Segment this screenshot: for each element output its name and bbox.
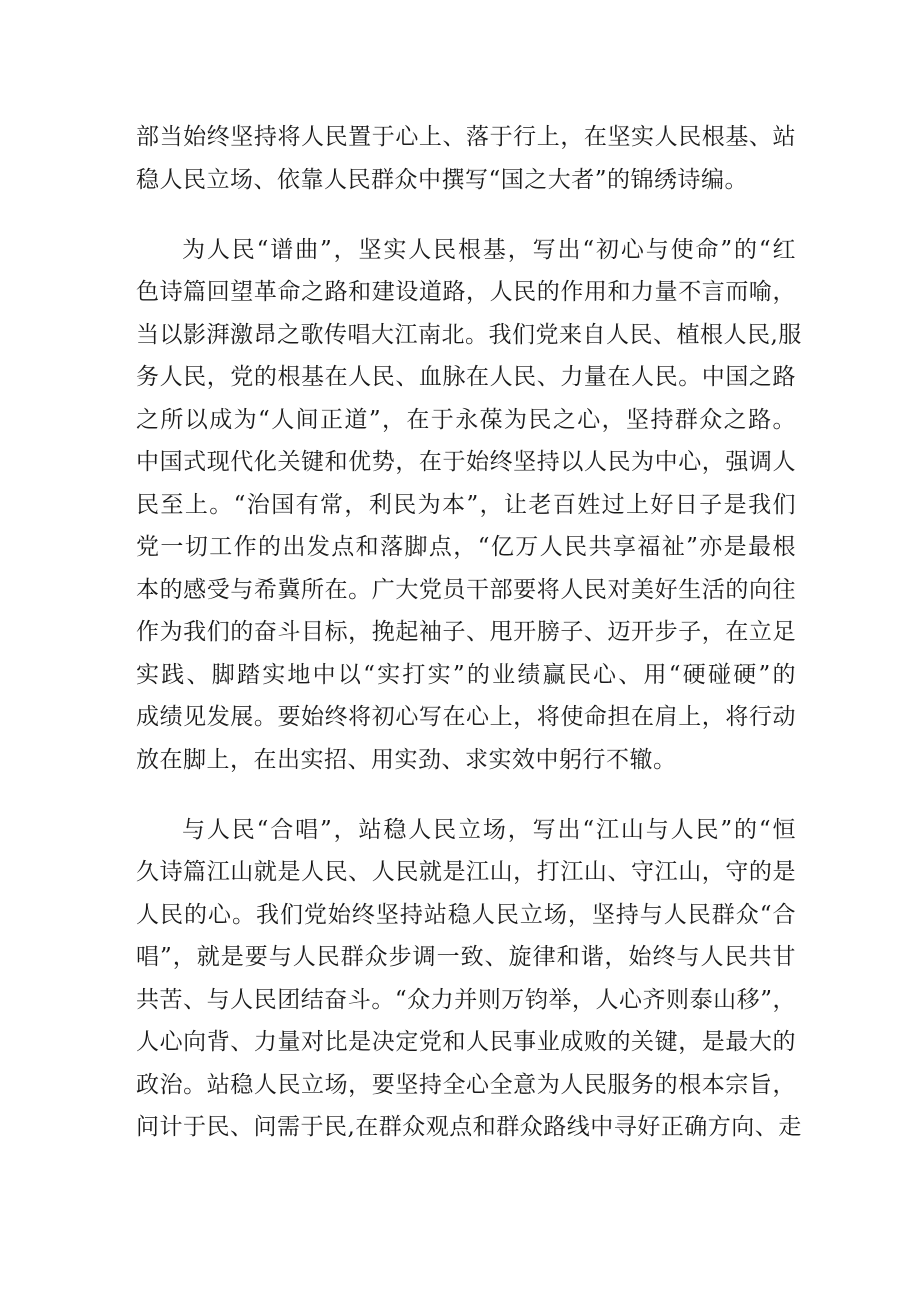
text-line: 放在脚上，在出实招、用实劲、求实效中躬行不辙。 bbox=[136, 747, 677, 773]
text-line: 问计于民、问需于民,在群众观点和群众路线中寻好正确方向、走 bbox=[136, 1114, 802, 1140]
text-line: 稳人民立场、依靠人民群众中撰写“国之大者”的锦绣诗编。 bbox=[136, 167, 749, 193]
text-line: 人心向背、力量对比是决定党和人民事业成败的关键，是最大的 bbox=[136, 1029, 796, 1055]
text-line: 之所以成为“人间正道”，在于永葆为民之心，坚持群众之路。 bbox=[136, 407, 796, 433]
text-line: 民至上。“治国有常，利民为本”，让老百姓过上好日子是我们 bbox=[136, 492, 796, 518]
text-line: 党一切工作的出发点和落脚点，“亿万人民共享福祉”亦是最根 bbox=[136, 534, 796, 560]
text-line: 色诗篇回望革命之路和建设道路，人民的作用和力量不言而喻， bbox=[136, 279, 796, 305]
text-line: 久诗篇江山就是人民、人民就是江山，打江山、守江山，守的是 bbox=[136, 859, 796, 885]
text-line: 成绩见发展。要始终将初心写在心上，将使命担在肩上，将行动 bbox=[136, 704, 796, 730]
text-line: 实践、脚踏实地中以“实打实”的业绩赢民心、用“硬碰硬”的 bbox=[136, 662, 796, 688]
text-line: 当以影湃激昂之歌传唱大江南北。我们党来自人民、植根人民,服 bbox=[136, 322, 802, 348]
text-line: 共苦、与人民团结奋斗。“众力并则万钧举，人心齐则泰山移”， bbox=[136, 987, 796, 1013]
text-line: 为人民“谱曲”，坚实人民根基，写出“初心与使命”的“红 bbox=[182, 237, 796, 263]
text-line: 务人民，党的根基在人民、血脉在人民、力量在人民。中国之路 bbox=[136, 364, 796, 390]
text-line: 本的感受与希冀所在。广大党员干部要将人民对美好生活的向往 bbox=[136, 577, 796, 603]
text-line: 与人民“合唱”，站稳人民立场，写出“江山与人民”的“恒 bbox=[182, 817, 796, 843]
text-line: 部当始终坚持将人民置于心上、落于行上，在坚实人民根基、站 bbox=[136, 124, 796, 150]
text-line: 政治。站稳人民立场，要坚持全心全意为人民服务的根本宗旨， bbox=[136, 1072, 796, 1098]
text-line: 中国式现代化关键和优势，在于始终坚持以人民为中心，强调人 bbox=[136, 449, 796, 475]
text-line: 人民的心。我们党始终坚持站稳人民立场，坚持与人民群众“合 bbox=[136, 902, 796, 928]
text-line: 唱”，就是要与人民群众步调一致、旋律和谐，始终与人民共甘 bbox=[136, 944, 796, 970]
text-line: 作为我们的奋斗目标，挽起袖子、甩开膀子、迈开步子，在立足 bbox=[136, 619, 796, 645]
